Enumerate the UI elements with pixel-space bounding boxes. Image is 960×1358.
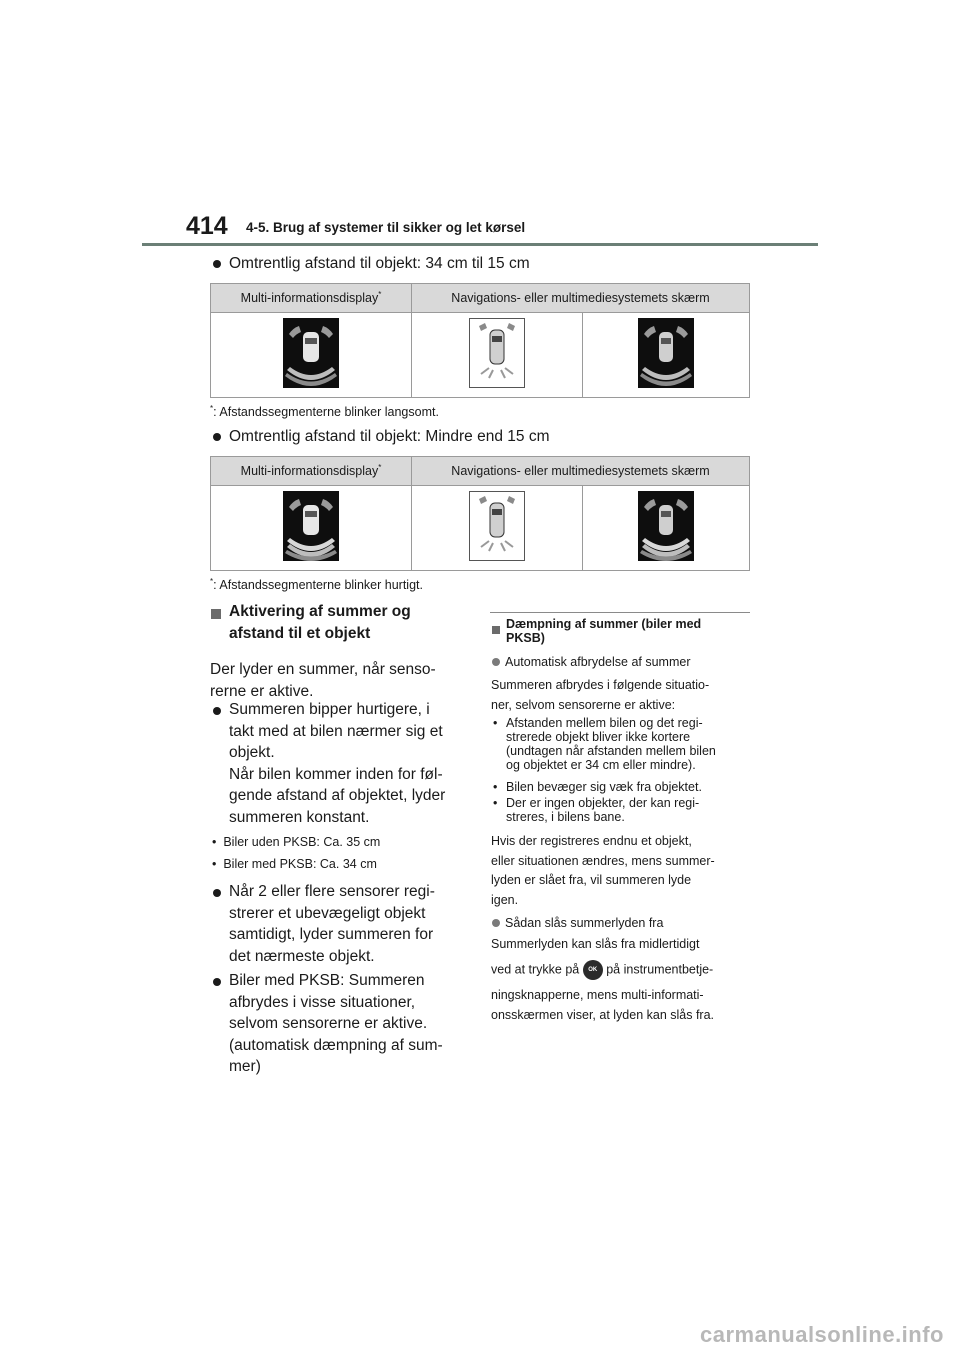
subheading-how-to-mute: Sådan slås summerlyden fra [505,916,664,930]
bullet-pksb-mute: Biler med PKSB: Summeren afbrydes i visse situationer, selvom sensorerne er aktive. (automatisk dæmpning af sum- mer) [229,972,443,1075]
bullet-dot [213,889,221,897]
bullet-dot [213,260,221,268]
ok-button-icon: OK [583,960,603,980]
nav-screen-cell-b [583,486,750,571]
para-how-to-mute-2: ved at trykke på OK på instrumentbetje- [491,960,713,980]
bullet-dot [213,707,221,715]
intro-paragraph: Der lyder en summer, når senso- rerne er aktive. [210,661,436,700]
nav-parking-sensor-image-b [638,318,694,388]
mid-parking-sensor-image [283,491,339,561]
table-header-mid: Multi-informationsdisplay* [211,457,412,486]
nav-parking-sensor-image-a [469,318,525,388]
para-how-to-mute-3: ningsknapperne, mens multi-informati- onsskærmen viser, at lyden kan slås fra. [491,988,715,1022]
bullet-distance-1: Omtrentlig afstand til objekt: 34 cm til 15 cm [229,255,530,272]
condition-3: • Der er ingen objekter, der kan regi- streres, i bilens bane. [493,796,700,824]
sub-bullet-pksb: • Biler med PKSB: Ca. 34 cm [212,857,377,871]
mid-parking-sensor-image [283,318,339,388]
bullet-beeps: Summeren bipper hurtigere, i takt med at bilen nærmer sig et objekt. Når bilen kommer inden for føl- gende afstand af objektet, lyder summeren konstant. [229,701,446,826]
table-header-mid: Multi-informationsdisplay* [211,284,412,313]
nav-parking-sensor-image-b [638,491,694,561]
mid-screen-cell [211,313,412,398]
mid-screen-cell [211,486,412,571]
condition-1: • Afstanden mellem bilen og det regi- strerede objekt bliver ikke kortere (undtagen når afstanden mellem bilen og objektet er 34 cm eller mindre). [493,716,716,772]
para-mute-conditions: Summeren afbrydes i følgende situatio- ner, selvom sensorerne er aktive: [491,678,710,712]
nav-screen-cell-a [412,486,583,571]
bullet-dot [213,433,221,441]
bullet-multiple-sensors: Når 2 eller flere sensorer regi- strerer et ubevægeligt objekt samtidigt, lyder summeren for det nærmeste objekt. [229,883,435,965]
display-table-2 [210,456,750,571]
watermark: carmanualsonline.info [700,1322,944,1347]
table-header-nav: Navigations- eller multimediesystemets skærm [412,457,750,486]
bullet-dot [492,919,500,927]
heading-square [211,606,221,624]
footnote-1: *: Afstandssegmenterne blinker langsomt. [210,404,439,420]
subheading-auto-mute: Automatisk afbrydelse af summer [505,655,691,669]
nav-screen-cell-b [583,313,750,398]
section-title: 4-5. Brug af systemer til sikker og let kørsel [246,220,526,235]
heading-activation: Aktivering af summer og afstand til et objekt [229,603,411,642]
para-how-to-mute-1: Summerlyden kan slås fra midlertidigt [491,937,700,951]
right-column-rule [490,612,750,613]
display-table-1 [210,283,750,398]
bullet-distance-2: Omtrentlig afstand til objekt: Mindre end 15 cm [229,428,550,445]
nav-parking-sensor-image-a [469,491,525,561]
para-resume: Hvis der registreres endnu et objekt, eller situationen ændres, mens summer- lyden er slået fra, vil summeren lyde igen. [491,834,715,907]
heading-square [492,621,500,639]
page-number: 414 [186,212,228,240]
sub-bullet-no-pksb: • Biler uden PKSB: Ca. 35 cm [212,835,381,849]
footnote-2: *: Afstandssegmenterne blinker hurtigt. [210,577,423,593]
bullet-dot [213,978,221,986]
header-rule [142,243,818,246]
heading-buzzer-mute: Dæmpning af summer (biler med PKSB) [506,617,702,645]
bullet-dot [492,658,500,666]
condition-2: • Bilen bevæger sig væk fra objektet. [493,780,702,794]
table-header-nav: Navigations- eller multimediesystemets skærm [412,284,750,313]
nav-screen-cell-a [412,313,583,398]
